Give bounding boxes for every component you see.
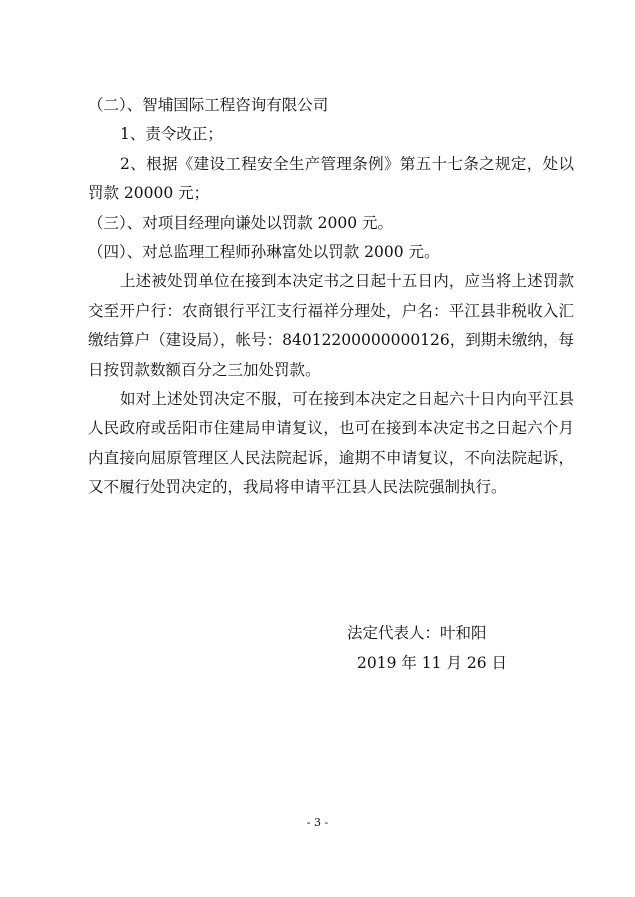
list-item-order-correction: 1、责令改正； <box>120 125 223 144</box>
page-number: - 3 - <box>306 816 329 829</box>
signature-date: 2019 年 11 月 26 日 <box>357 653 508 672</box>
list-item-fine-company: 2、根据《建设工程安全生产管理条例》第五十七条之规定，处以罚款 20000 元； <box>88 154 574 203</box>
section-heading-2: （二）、智埔国际工程咨询有限公司 <box>88 96 329 114</box>
appeal-rights-paragraph: 如对上述处罚决定不服，可在接到本决定之日起六十日内向平江县人民政府或岳阳市住建局申请复议，也可在接到本决定书之日起六个月内直接向屈原管理区人民法院起诉，逾期不申请复议，不向法院起诉，又不履行处罚决定的，我局将申请平江县人民法院强制执行。 <box>88 390 574 497</box>
section-heading-3: （三）、对项目经理向谦处以罚款 2000 元。 <box>88 213 394 232</box>
signature-block <box>347 619 507 678</box>
payment-instructions-paragraph: 上述被处罚单位在接到本决定书之日起十五日内，应当将上述罚款交至开户行：农商银行平江支行福祥分理处，户名：平江县非税收入汇缴结算户（建设局），帐号：84012200000000126，到期未缴纳，每日按罚款数额百分之三加处罚款。 <box>88 272 574 379</box>
legal-representative: 法定代表人：叶和阳 <box>347 624 487 642</box>
document-body <box>88 91 574 503</box>
section-heading-4: （四）、对总监理工程师孙琳富处以罚款 2000 元。 <box>88 243 440 262</box>
